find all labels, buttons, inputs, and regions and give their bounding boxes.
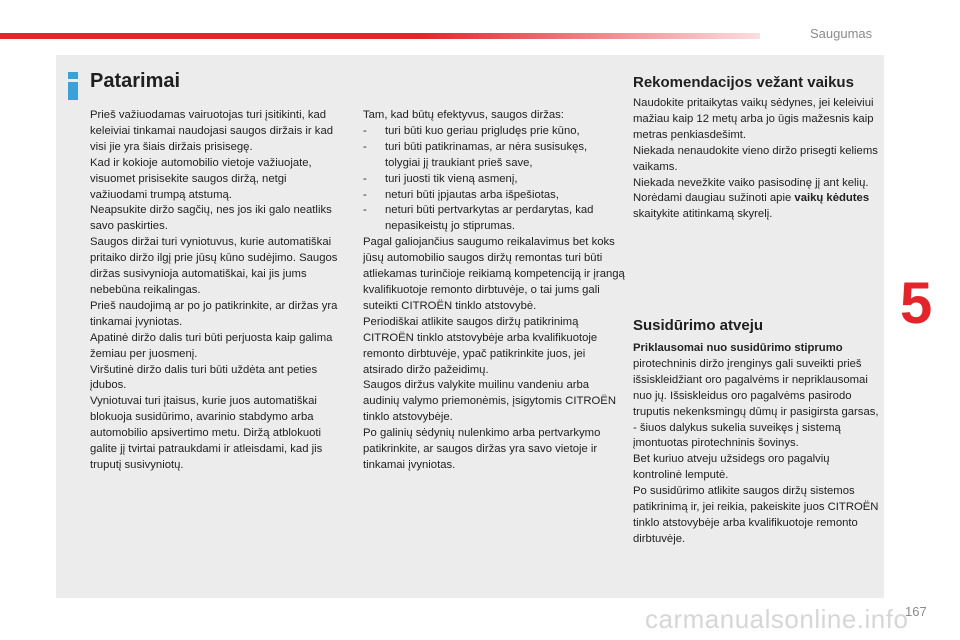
tips-paragraph: Saugos diržai turi vyniotuvus, kurie automatiškai pritaiko diržo ilgį prie jūsų kūno sudėjimo. Saugos diržas susivynioja automatiškai, kai jis jums nebebūna reikalingas. [90, 236, 338, 296]
collision-intro-bold: Priklausomai nuo susidūrimo stiprumo [633, 342, 843, 354]
info-icon-stem [68, 82, 78, 100]
list-item [363, 172, 625, 188]
collision-paragraph: Bet kuriuo atveju užsidegs oro pagalvių kontrolinė lemputė. [633, 453, 830, 482]
list-item-text: neturi būti įpjautas arba išpešiotas, [385, 188, 559, 201]
list-item-text: turi būti kuo geriau prigludęs prie kūno, [385, 124, 580, 137]
more-prefix: Norėdami daugiau sužinoti apie [633, 192, 795, 205]
collision-intro-text: pirotechninis diržo įrenginys gali suveikti prieš išsiskleidžiant oro pagalvėms ir nepriklausomai nuo jų. Išsiskleidus oro pagalvėms pasirodo truputis nekenksmingų dūmų ir pasigirsta garsas, - šiuos dalykus sukelia suveikęs į sistemą įmontuotas pirotechninis šovinys. [633, 357, 879, 450]
child-seats-reference: vaikų kėdutes [794, 192, 870, 205]
list-dash: - [363, 204, 367, 217]
list-dash: - [363, 172, 367, 185]
tips-column-2 [363, 108, 625, 474]
collision-intro [633, 341, 879, 452]
collision-title: Susidūrimo atveju [633, 317, 764, 334]
list-item-text: turi juosti tik vieną asmenį, [385, 172, 518, 185]
tips-paragraph: Po galinių sėdynių nulenkimo arba pertvarkymo patikrinkite, ar saugos diržas yra savo vietoje ir tinkamai įvyniotas. [363, 427, 601, 471]
tips-column-1 [90, 108, 346, 474]
tips-paragraph: Prieš naudojimą ar po jo patikrinkite, ar diržas yra tinkamai įvyniotas. [90, 299, 338, 328]
list-dash: - [363, 124, 367, 137]
collision-paragraph: Po susidūrimo atlikite saugos diržų sistemos patikrinimą ir, jei reikia, pakeiskite juos CITROËN tinklo atstovybėje arba kvalifikuotoje remonto dirbtuvėje. [633, 485, 879, 545]
list-item-text: turi būti patikrinamas, ar nėra susisukęs, tolygiai jį traukiant prieš save, [385, 140, 588, 169]
tips-paragraph: Viršutinė diržo dalis turi būti uždėta ant peties įdubos. [90, 363, 318, 392]
tips-paragraph: Saugos diržus valykite muilinu vandeniu arba audinių valymo priemonėmis, įsigytomis CITROËN tinklo atstovybėje. [363, 379, 616, 424]
tips-paragraph: Kad ir kokioje automobilio vietoje važiuojate, visuomet prisisekite saugos diržą, netgi važiuodami trumpą atstumą. [90, 156, 312, 201]
list-dash: - [363, 140, 367, 153]
children-title: Rekomendacijos vežant vaikus [633, 74, 854, 91]
tips-title: Patarimai [90, 70, 181, 92]
children-more-info [633, 191, 879, 223]
children-paragraph: Niekada nevežkite vaiko pasisodinę jį ant kelių. [633, 176, 869, 189]
tips-paragraph: Neapsukite diržo sagčių, nes jos iki galo neatliks savo paskirties. [90, 204, 332, 233]
list-item [363, 124, 625, 140]
belt-requirements-intro: Tam, kad būtų efektyvus, saugos diržas: [363, 109, 564, 121]
info-icon [64, 72, 82, 100]
list-item [363, 203, 625, 235]
tips-paragraph: Periodiškai atlikite saugos diržų patikrinimą CITROËN tinklo atstovybėje arba kvalifikuotoje remonto dirbtuvėje, ypač patikrinkite juos, jei atsirado diržo pažeidimų. [363, 315, 598, 376]
more-suffix: skaitykite atitinkamą skyrelį. [633, 208, 773, 221]
children-paragraph: Naudokite pritaikytas vaikų sėdynes, jei keleiviui mažiau kaip 12 metų arba jo ūgis mažesnis kaip metras penkiasdešimt. [633, 97, 874, 141]
tips-paragraph: Prieš važiuodamas vairuotojas turi įsitikinti, kad keleiviai tinkamai naudojasi saugos diržais ir kad visi jie yra šiais diržais prisisegę. [90, 109, 334, 153]
list-item [363, 140, 625, 172]
chapter-number: 5 [900, 271, 933, 336]
list-dash: - [363, 188, 367, 201]
tips-paragraph: Pagal galiojančius saugumo reikalavimus bet koks jūsų automobilio saugos diržų remontas turi būti atliekamas turinčioje reikiamą kompetenciją ir įrangą kvalifikuotoje remonto dirbtuvėje, o tai jums gali suteikti CITROËN tinklo atstovybė. [363, 236, 625, 312]
tips-paragraph: Vyniotuvai turi įtaisus, kurie juos automatiškai blokuoja susidūrimo, avarinio stabdymo arba automobilio apsivertimo metu. Diržą atblokuoti galite jį tvirtai patraukdami ir atleisdami, kad jis truputį susivyniotų. [90, 395, 323, 471]
collision-section [633, 341, 879, 548]
list-item [363, 188, 625, 204]
header-accent-bar [0, 33, 760, 39]
info-icon-dot [68, 72, 78, 79]
page-number: 167 [905, 604, 927, 619]
tips-paragraph: Apatinė diržo dalis turi būti perjuosta kaip galima žemiau per juosmenį. [90, 331, 333, 360]
children-section [633, 96, 879, 223]
children-paragraph: Niekada nenaudokite vieno diržo prisegti keliems vaikams. [633, 144, 878, 173]
list-item-text: neturi būti pertvarkytas ar perdarytas, kad nepasikeistų jo stiprumas. [385, 204, 594, 233]
watermark: carmanualsonline.info [645, 604, 909, 634]
section-title: Saugumas [810, 26, 873, 41]
